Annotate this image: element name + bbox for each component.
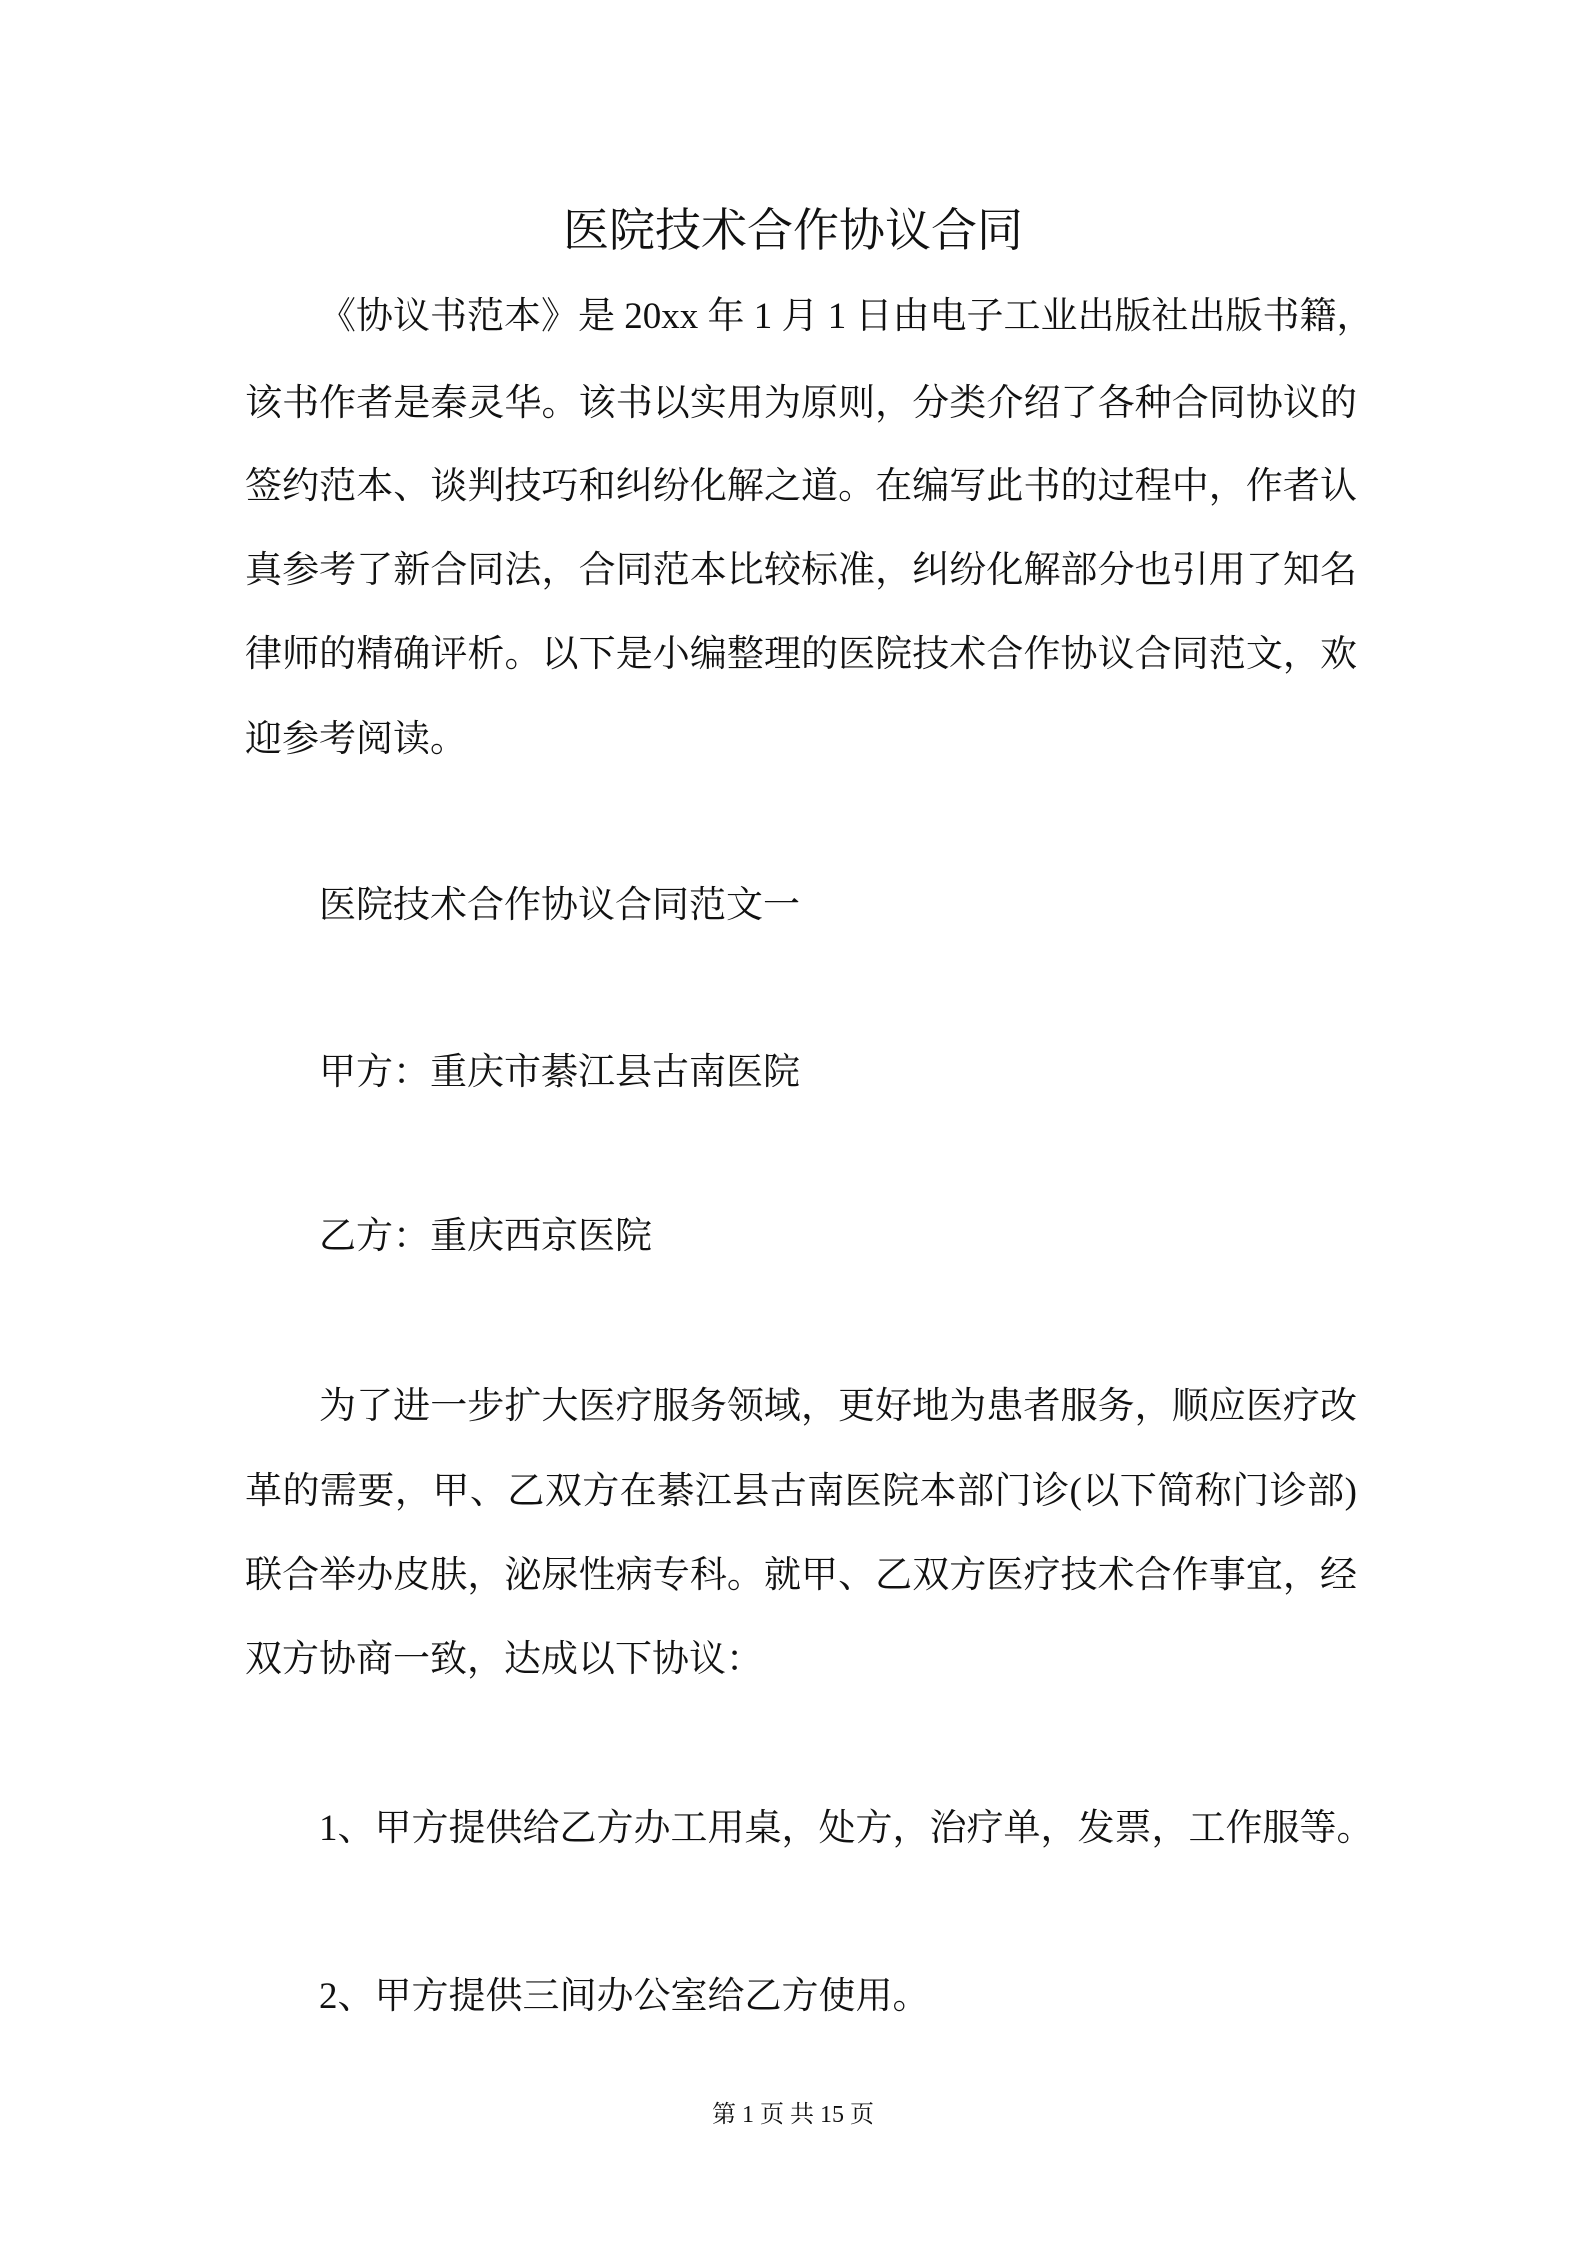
intro-line: 迎参考阅读。 [245, 719, 467, 760]
document-title: 医院技术合作协议合同 [563, 205, 1023, 256]
intro-line: 真参考了新合同法，合同范本比较标准，纠纷化解部分也引用了知名 [245, 550, 1357, 591]
intro-line: 《协议书范本》是 20xx 年 1 月 1 日由电子工业出版社出版书籍， [319, 296, 1374, 337]
intro-line: 签约范本、谈判技巧和纠纷化解之道。在编写此书的过程中，作者认 [245, 466, 1357, 507]
clause-2: 2、甲方提供三间办公室给乙方使用。 [319, 1976, 930, 2017]
section-heading: 医院技术合作协议合同范文一 [319, 885, 800, 926]
page-footer: 第 1 页 共 15 页 [712, 2102, 874, 2128]
party-b: 乙方：重庆西京医院 [319, 1216, 652, 1257]
intro-line: 律师的精确评析。以下是小编整理的医院技术合作协议合同范文，欢 [245, 634, 1357, 675]
party-a: 甲方：重庆市綦江县古南医院 [319, 1052, 800, 1093]
preamble-line: 双方协商一致，达成以下协议： [245, 1639, 763, 1680]
preamble-line: 联合举办皮肤，泌尿性病专科。就甲、乙双方医疗技术合作事宜，经 [245, 1555, 1357, 1596]
preamble-line: 为了进一步扩大医疗服务领域，更好地为患者服务，顺应医疗改 [319, 1386, 1357, 1427]
intro-line: 该书作者是秦灵华。该书以实用为原则，分类介绍了各种合同协议的 [245, 383, 1357, 424]
clause-1: 1、甲方提供给乙方办工用桌，处方，治疗单，发票，工作服等。 [319, 1808, 1374, 1849]
preamble-line: 革的需要，甲、乙双方在綦江县古南医院本部门诊(以下简称门诊部) [245, 1471, 1357, 1512]
